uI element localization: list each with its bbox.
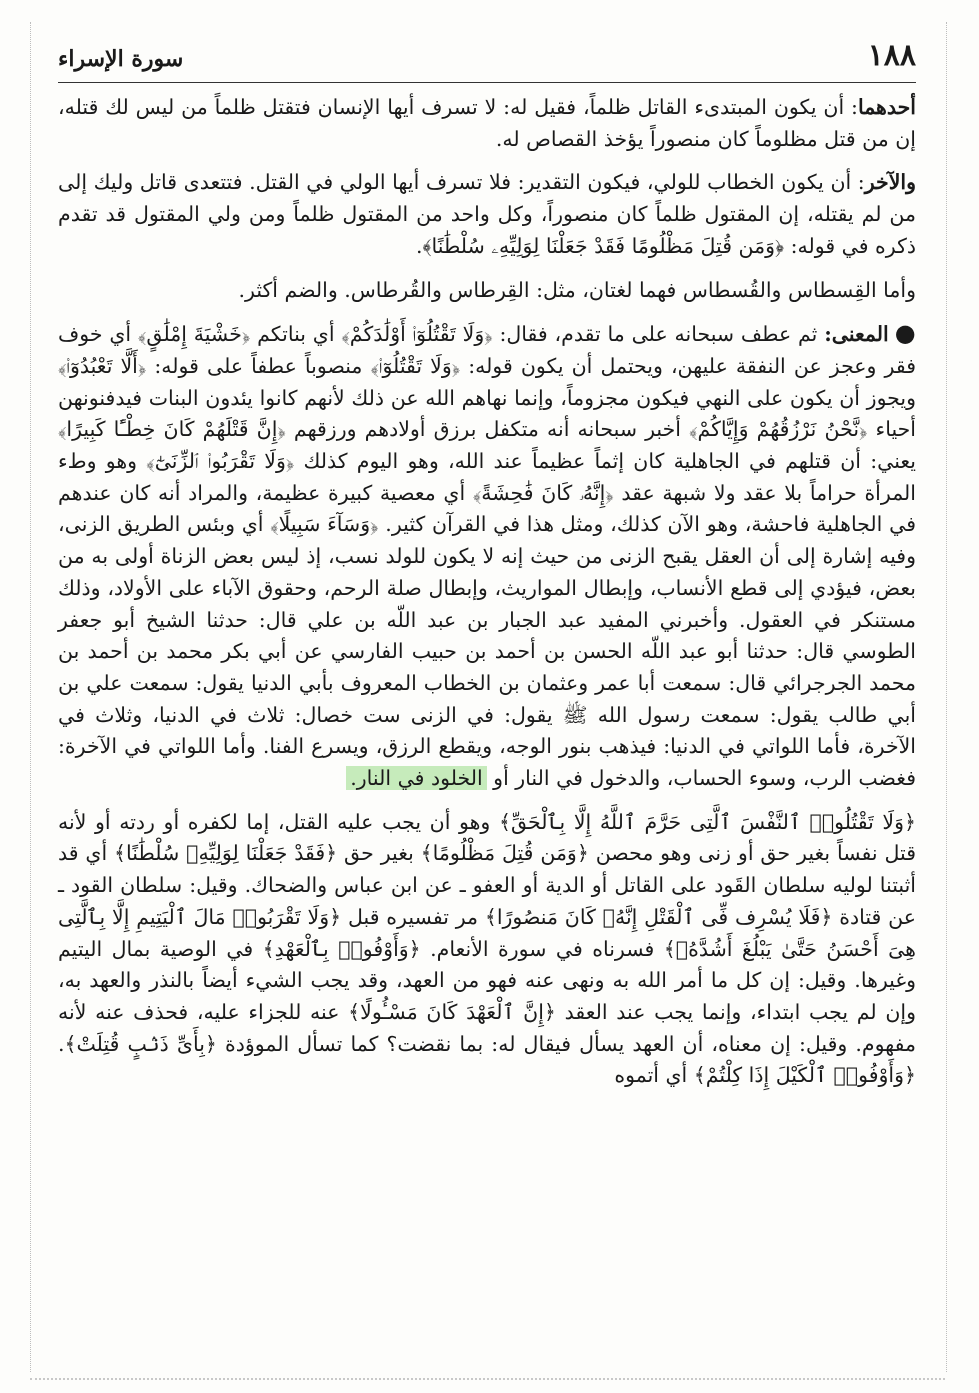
- page-header: [58, 38, 916, 78]
- paragraph-meaning: [58, 318, 916, 795]
- page-number: ١٨٨: [867, 38, 916, 73]
- paragraph-first-view: [58, 92, 916, 155]
- paragraph-lexical-note: وأما القِسطاس والقُسطاس فهما لغتان، مثل: القِرطاس والقُرطاس. والضم أكثر.: [238, 277, 916, 302]
- term-second: والآخر: [864, 170, 916, 195]
- header-rule: [58, 82, 916, 83]
- paragraph-meaning-text: ثم عطف سبحانه على ما تقدم، فقال: ﴿وَلَا تَقْتُلُوٓا۟ أَوْلَٰدَكُمْ﴾ أي بناتكم ﴿خَشْيَةَ إِمْلَٰقٍ﴾ أي خوف فقر وعجز عن النفقة عليهن، ويحتمل أن يكون قوله: ﴿وَلَا تَقْتُلُوٓا۟﴾ منصوباً عطفاً على قوله: ﴿أَلَّا تَعْبُدُوٓا۟﴾ ويجوز أن يكون على النهي فيكون مجزوماً، وإنما نهاهم الله عن ذلك لأنهم كانوا يئدون البنات فيدفنونهن أحياء ﴿نَّحْنُ نَرْزُقُهُمْ وَإِيَّاكُمْ﴾ أخبر سبحانه أنه متكفل برزق أولادهم ورزقهم ﴿إِنَّ قَتْلَهُمْ كَانَ خِطْـًٔا كَبِيرًا﴾ يعني: أن قتلهم في الجاهلية كان إثماً عظيماً عند الله، وهو اليوم كذلك ﴿وَلَا تَقْرَبُوا۟ ٱلزِّنَىٰٓ﴾ وهو وطء المرأة حراماً بلا عقد ولا شبهة عقد ﴿إِنَّهُۥ كَانَ فَٰحِشَةً﴾ أي معصية كبيرة عظيمة، والمراد أنه كان عندهم في الجاهلية فاحشة، وهو الآن كذلك، ومثل هذا في القرآن كثير. ﴿وَسَآءَ سَبِيلًا﴾ أي وبئس الطريق الزنى، وفيه إشارة إلى أن العقل يقبح الزنى من حيث إنه لا يكون للولد نسب، إذ ليس بعض الزناة أولى به من بعض، فيؤدي إلى قطع الأنساب، وإبطال المواريث، وإبطال صلة الرحم، وحقوق الآباء على الأولاد، وذلك مستنكر في العقول. وأخبرني المفيد عبد الجبار بن عبد اللّه بن علي قال: حدثنا الشيخ أبو جعفر الطوسي قال: حدثنا أبو عبد اللّه الحسن بن أحمد بن حبيب الفارسي عن أبي بكر محمد بن أحمد بن محمد الجرجرائي قال: سمعت أبا عمر وعثمان بن الخطاب المعروف بأبي الدنيا يقول: سمعت علي بن أبي طالب يقول: سمعت رسول الله ﷺ يقول: في الزنى ست خصال: ثلاث في الدنيا، وثلاث في الآخرة، فأما اللواتي في الدنيا: فيذهب بنور الوجه، ويقطع الرزق، ويسرع الفنا. وأما اللواتي في الآخرة: فغضب الرب، وسوء الحساب، والدخول في النار أو: [58, 322, 916, 791]
- paragraph-commentary: ﴿وَلَا تَقْتُلُوا۟ ٱلنَّفْسَ ٱلَّتِى حَرَّمَ ٱللَّهُ إِلَّا بِٱلْحَقِّ﴾ وهو أن يجب عليه القتل، إما لكفره أو ردته أو لأنه قتل نفساً بغير حق أو زنى وهو محصن ﴿وَمَن قُتِلَ مَظْلُومًا﴾ بغير حق ﴿فَقَدْ جَعَلْنَا لِوَلِيِّهِۦ سُلْطَٰنًا﴾ أي قد أثبتنا لوليه سلطان القَود على القاتل أو الدية أو العفو ـ عن ابن عباس والضحاك. وقيل: سلطان القود ـ عن قتادة ﴿فَلَا يُسْرِف فِّى ٱلْقَتْلِ إِنَّهُۥ كَانَ مَنصُورًا﴾ مر تفسيره قبل ﴿وَلَا تَقْرَبُوا۟ مَالَ ٱلْيَتِيمِ إِلَّا بِٱلَّتِى هِىَ أَحْسَنُ حَتَّىٰ يَبْلُغَ أَشُدَّهُۥ﴾ فسرناه في سورة الأنعام. ﴿وَأَوْفُوا۟ بِٱلْعَهْدِ﴾ في الوصية بمال اليتيم وغيرها. وقيل: إن كل ما أمر الله به ونهى عنه فهو من العهد، وقد يجب الشيء أيضاً بالنذر والعهد به، وإن لم يجب ابتداء، وإنما يجب عند العقد ﴿إِنَّ ٱلْعَهْدَ كَانَ مَسْـُٔولًا﴾ عنه للجزاء عليه، فحذف عنه لأنه مفهوم. وقيل: إن معناه، أن العهد يسأل فيقال له: بما نقضت؟ كما تسأل الموؤدة ﴿بِأَىِّ ذَنۢبٍ قُتِلَتْ﴾. ﴿وَأَوْفُوا۟ ٱلْكَيْلَ إِذَا كِلْتُمْ﴾ أي أتموه: [58, 809, 916, 1088]
- paragraph-first-view-text: : أن يكون المبتدىء القاتل ظلماً، فقيل له: لا تسرف أيها الإنسان فتقتل ظلماً من ليس لك قتله، إن من قتل مظلوماً كان منصوراً يؤخذ القصاص له.: [58, 95, 916, 151]
- paragraph-second-view: [58, 167, 916, 262]
- highlighted-text[interactable]: الخلود في النار.: [346, 766, 486, 790]
- paragraph-second-view-text: : أن يكون الخطاب للولي، فيكون التقدير: فلا تسرف أيها الولي في القتل. فتتعدى قاتل وليك إلى من لم يقتله، إن المقتول ظلماً كان منصوراً، وكل واحد من المقتول ظلماً ومن ولي المقتول قد تقدم ذكره في قوله: ﴿وَمَن قُتِلَ مَظْلُومًا فَقَدْ جَعَلْنَا لِوَلِيِّهِۦ سُلْطَٰنًا﴾.: [58, 170, 916, 258]
- surah-name: سورة الإسراء: [58, 46, 184, 72]
- page-bottom-edge: [30, 1378, 945, 1380]
- term-first: أحدهما: [857, 95, 916, 119]
- page-body: [58, 92, 916, 1092]
- bullet-icon: ●: [894, 319, 916, 348]
- term-meaning: المعنى:: [824, 322, 889, 347]
